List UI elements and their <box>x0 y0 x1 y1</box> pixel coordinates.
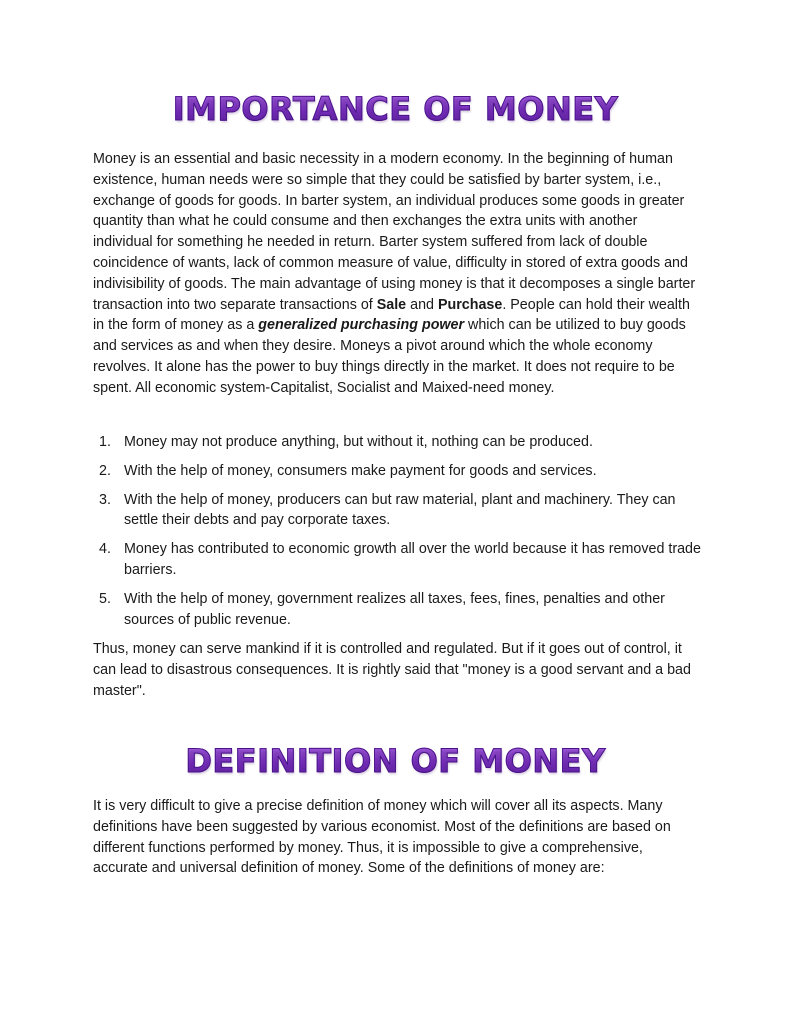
list-item <box>93 539 701 581</box>
bold-sale: Sale <box>376 296 407 313</box>
list-number: 3. <box>99 491 111 508</box>
text-run: and <box>406 296 438 313</box>
list-item-text: Money has contributed to economic growth all over the world because it has removed trade barriers. <box>124 541 701 578</box>
text-run: which can be utilized to buy goods and services as and when they desire. Moneys a pivot around which the whole economy revolves. It alone has the power to buy things directly in the market. It does not require to be spent. All economic system-Capitalist, Socialist and Maixed-need money. <box>93 317 686 396</box>
text-run: Money is an essential and basic necessity in a modern economy. In the beginning of human existence, human needs were so simple that they could be satisfied by barter system, i.e., exchange of goods for goods. In barter system, an individual produces some goods in greater quantity than what he could consume and then exchanges the extra units with another individual for something he needed in return. Barter system suffered from lack of double coincidence of wants, lack of common measure of value, difficulty in stored of extra goods and indivisibility of goods. The main advantage of using money is that it decomposes a single barter transaction into two separate transactions of <box>93 151 696 313</box>
heading-definition-of-money: DEFINITION OF MONEY <box>0 742 791 780</box>
list-item-text: With the help of money, government realizes all taxes, fees, fines, penalties and other sources of public revenue. <box>124 590 665 628</box>
list-item <box>93 490 701 532</box>
list-number: 1. <box>99 434 111 450</box>
paragraph-definition: It is very difficult to give a precise definition of money which will cover all its aspects. Many definitions have been suggested by various economist. Most of the definitions are based on different functions performed by money. Thus, it is impossible to give a comprehensive, accurate and universal definition of money. Some of the definitions of money are: <box>93 798 671 877</box>
numbered-list <box>93 432 701 638</box>
emphasis-generalized-purchasing-power: generalized purchasing power <box>258 317 465 334</box>
list-item-text: With the help of money, producers can but raw material, plant and machinery. They can settle their debts and pay corporate taxes. <box>124 491 676 529</box>
list-item <box>93 432 701 453</box>
paragraph-conclusion: Thus, money can serve mankind if it is controlled and regulated. But if it goes out of control, it can lead to disastrous consequences. It is rightly said that "money is a good servant and a bad master". <box>93 641 691 699</box>
list-number: 4. <box>99 541 111 558</box>
list-number: 2. <box>99 462 111 479</box>
list-item <box>93 589 701 631</box>
list-item-text: With the help of money, consumers make payment for goods and services. <box>124 462 597 479</box>
list-number: 5. <box>99 590 111 607</box>
bold-purchase: Purchase <box>437 296 503 313</box>
paragraph-importance <box>93 149 701 399</box>
list-item-text: Money may not produce anything, but without it, nothing can be produced. <box>124 434 593 450</box>
text-run: . People can hold their wealth in the form of money as a <box>93 296 690 334</box>
heading-importance-of-money: IMPORTANCE OF MONEY <box>0 90 791 128</box>
list-item <box>93 461 701 482</box>
